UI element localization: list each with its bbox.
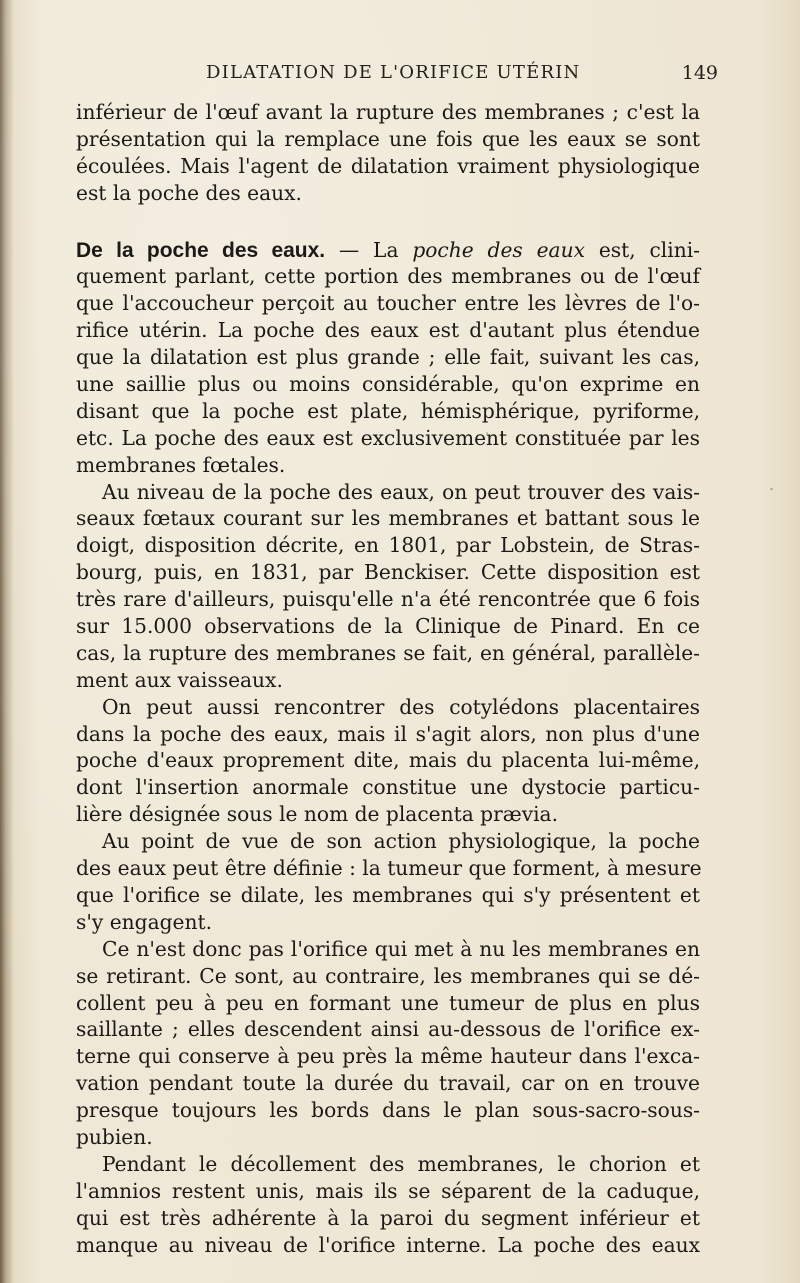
text-line: seaux fœtaux courant sur les membranes et battant sous le (76, 506, 700, 531)
text-line: que la dilatation est plus grande ; elle fait, suivant les cas, (76, 345, 700, 370)
text-fragment: est, clini- (584, 237, 700, 262)
section-first-line (76, 237, 700, 264)
text-line: dans la poche des eaux, mais il s'agit alors, non plus d'une (76, 721, 700, 746)
text-line: On peut aussi rencontrer des cotylédons placentaires (102, 694, 700, 719)
running-header (206, 62, 718, 90)
running-title: DILATATION DE L'ORIFICE UTÉRIN (206, 62, 581, 83)
paragraph (76, 828, 700, 936)
text-line: membranes fœtales. (76, 452, 286, 477)
text-line: doigt, disposition décrite, en 1801, par Lobstein, de Stras- (76, 533, 700, 558)
text-line: des eaux peut être définie : la tumeur que forment, à mesure (76, 856, 702, 881)
defined-term: poche des eaux (412, 237, 585, 262)
text-line: Au point de vue de son action physiologique, la poche (102, 829, 700, 854)
text-line: qui est très adhérente à la paroi du segment inférieur et (76, 1205, 700, 1230)
text-line: Ce n'est donc pas l'orifice qui met à nu les membranes en (102, 936, 700, 961)
text-line: presque toujours les bords dans le plan sous-sacro-sous- (76, 1098, 700, 1123)
text-line: quement parlant, cette portion des membranes ou de l'œuf (76, 264, 700, 289)
text-line: etc. La poche des eaux est exclusivement constituée par les (76, 425, 700, 450)
text-line: ment aux vaisseaux. (76, 667, 283, 692)
text-line: terne qui conserve à peu près la même hauteur dans l'exca- (76, 1044, 700, 1069)
text-line: une saillie plus ou moins considérable, qu'on exprime en (76, 372, 700, 397)
paper-speck (548, 655, 550, 657)
text-line: poche d'eaux proprement dite, mais du placenta lui-même, (76, 748, 700, 773)
text-line: pubien. (76, 1124, 153, 1149)
text-line: que l'accoucheur perçoit au toucher entre les lèvres de l'o- (76, 291, 700, 316)
text-line: l'amnios restent unis, mais ils se séparent de la caduque, (76, 1178, 700, 1203)
paragraph (76, 936, 700, 1151)
paper-speck (486, 432, 488, 434)
paper-speck (770, 488, 773, 490)
section-poche-des-eaux (76, 237, 700, 479)
text-line: lière désignée sous le nom de placenta prævia. (76, 802, 559, 827)
text-line: bourg, puis, en 1831, par Benckiser. Cette disposition est (76, 560, 700, 585)
text-line: Au niveau de la poche des eaux, on peut trouver des vais- (102, 479, 700, 504)
text-line: vation pendant toute la durée du travail, car on en trouve (76, 1071, 700, 1096)
term-article: La (373, 237, 413, 262)
text-line: rifice utérin. La poche des eaux est d'autant plus étendue (76, 318, 700, 343)
text-line: présentation qui la remplace une fois que les eaux se sont (76, 126, 700, 151)
text-line: se retirant. Ce sont, au contraire, les membranes qui se dé- (76, 963, 700, 988)
text-line: écoulées. Mais l'agent de dilatation vraiment physiologique (76, 153, 700, 178)
text-line: collent peu à peu en formant une tumeur de plus en plus (76, 990, 700, 1015)
section-gap (76, 207, 700, 237)
paragraph (76, 1151, 700, 1259)
text-line: que l'orifice se dilate, les membranes qui s'y présentent et (76, 882, 700, 907)
text-line: très rare d'ailleurs, puisqu'elle n'a été rencontrée que 6 fois (76, 587, 700, 612)
text-line: cas, la rupture des membranes se fait, en général, parallèle- (76, 640, 700, 665)
text-line: s'y engagent. (76, 909, 213, 934)
heading-dash: — (325, 237, 374, 262)
paragraph (76, 694, 700, 828)
text-line: Pendant le décollement des membranes, le chorion et (102, 1151, 700, 1176)
paragraph-continuation (76, 99, 700, 207)
text-line: saillante ; elles descendent ainsi au-dessous de l'orifice ex- (76, 1017, 700, 1042)
paragraph (76, 479, 700, 694)
text-line: inférieur de l'œuf avant la rupture des membranes ; c'est la (76, 100, 700, 124)
body-text (76, 99, 700, 1258)
text-line: est la poche des eaux. (76, 180, 302, 205)
text-line: dont l'insertion anormale constitue une dystocie particu- (76, 775, 700, 800)
section-heading: De la poche des eaux. (76, 238, 326, 262)
text-line: sur 15.000 observations de la Clinique de Pinard. En ce (76, 614, 700, 639)
text-line: manque au niveau de l'orifice interne. La poche des eaux (76, 1232, 700, 1257)
page-number: 149 (681, 62, 718, 84)
text-line: disant que la poche est plate, hémisphérique, pyriforme, (76, 398, 700, 423)
